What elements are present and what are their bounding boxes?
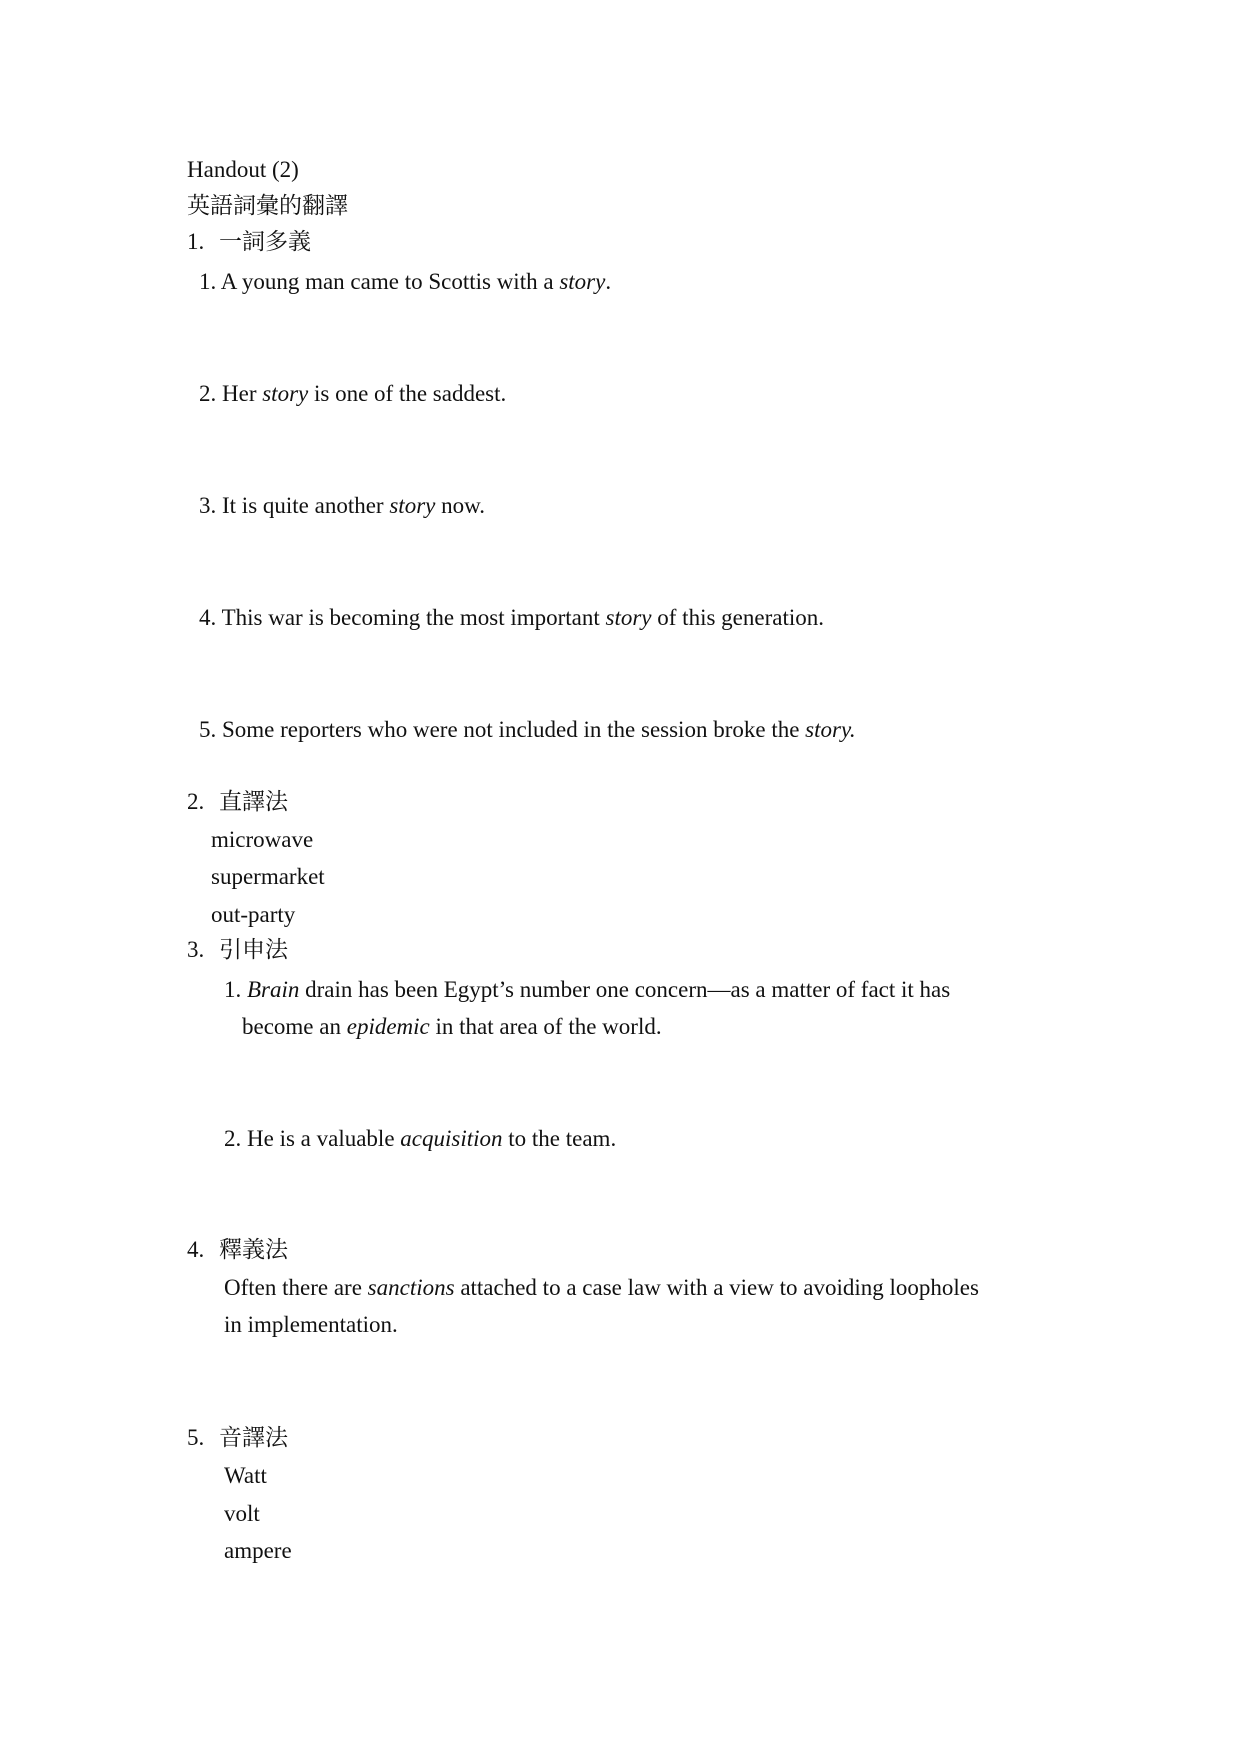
section-number: 1. — [187, 229, 205, 254]
word-item: microwave — [211, 827, 314, 852]
word-item: out-party — [211, 902, 296, 927]
example-sentence: 3. It is quite another story now. — [199, 493, 485, 518]
example-sentence: Often there are sanctions attached to a case law with a view to avoiding loopholes — [224, 1275, 979, 1300]
section-title: 引申法 — [219, 937, 288, 962]
example-sentence: 1. A young man came to Scottis with a story. — [199, 269, 612, 294]
word-item: supermarket — [211, 864, 325, 889]
word-item: ampere — [224, 1538, 292, 1563]
example-sentence: 2. He is a valuable acquisition to the team. — [224, 1126, 617, 1151]
example-sentence: 5. Some reporters who were not included in the session broke the story. — [199, 717, 856, 742]
section-title: 直譯法 — [219, 789, 288, 814]
section-number: 2. — [187, 789, 205, 814]
section-1-heading — [187, 228, 311, 256]
section-number: 4. — [187, 1237, 205, 1262]
section-number: 5. — [187, 1425, 205, 1450]
section-title: 一詞多義 — [219, 229, 311, 254]
section-2-heading — [187, 788, 288, 816]
example-sentence: 1. Brain drain has been Egypt’s number one concern—as a matter of fact it has — [224, 977, 951, 1002]
word-item: volt — [224, 1501, 260, 1526]
example-sentence: 4. This war is becoming the most important story of this generation. — [199, 605, 824, 630]
section-5-heading — [187, 1424, 288, 1452]
section-title: 釋義法 — [219, 1237, 288, 1262]
section-title: 音譯法 — [219, 1425, 288, 1450]
handout-title: Handout (2) — [187, 157, 299, 182]
section-3-heading — [187, 936, 288, 964]
section-4-heading — [187, 1236, 288, 1264]
example-sentence-continued: become an epidemic in that area of the world. — [242, 1014, 662, 1039]
example-sentence: 2. Her story is one of the saddest. — [199, 381, 507, 406]
section-number: 3. — [187, 937, 205, 962]
example-sentence-continued: in implementation. — [224, 1312, 398, 1337]
handout-subtitle: 英語詞彙的翻譯 — [187, 193, 348, 218]
word-item: Watt — [224, 1463, 267, 1488]
